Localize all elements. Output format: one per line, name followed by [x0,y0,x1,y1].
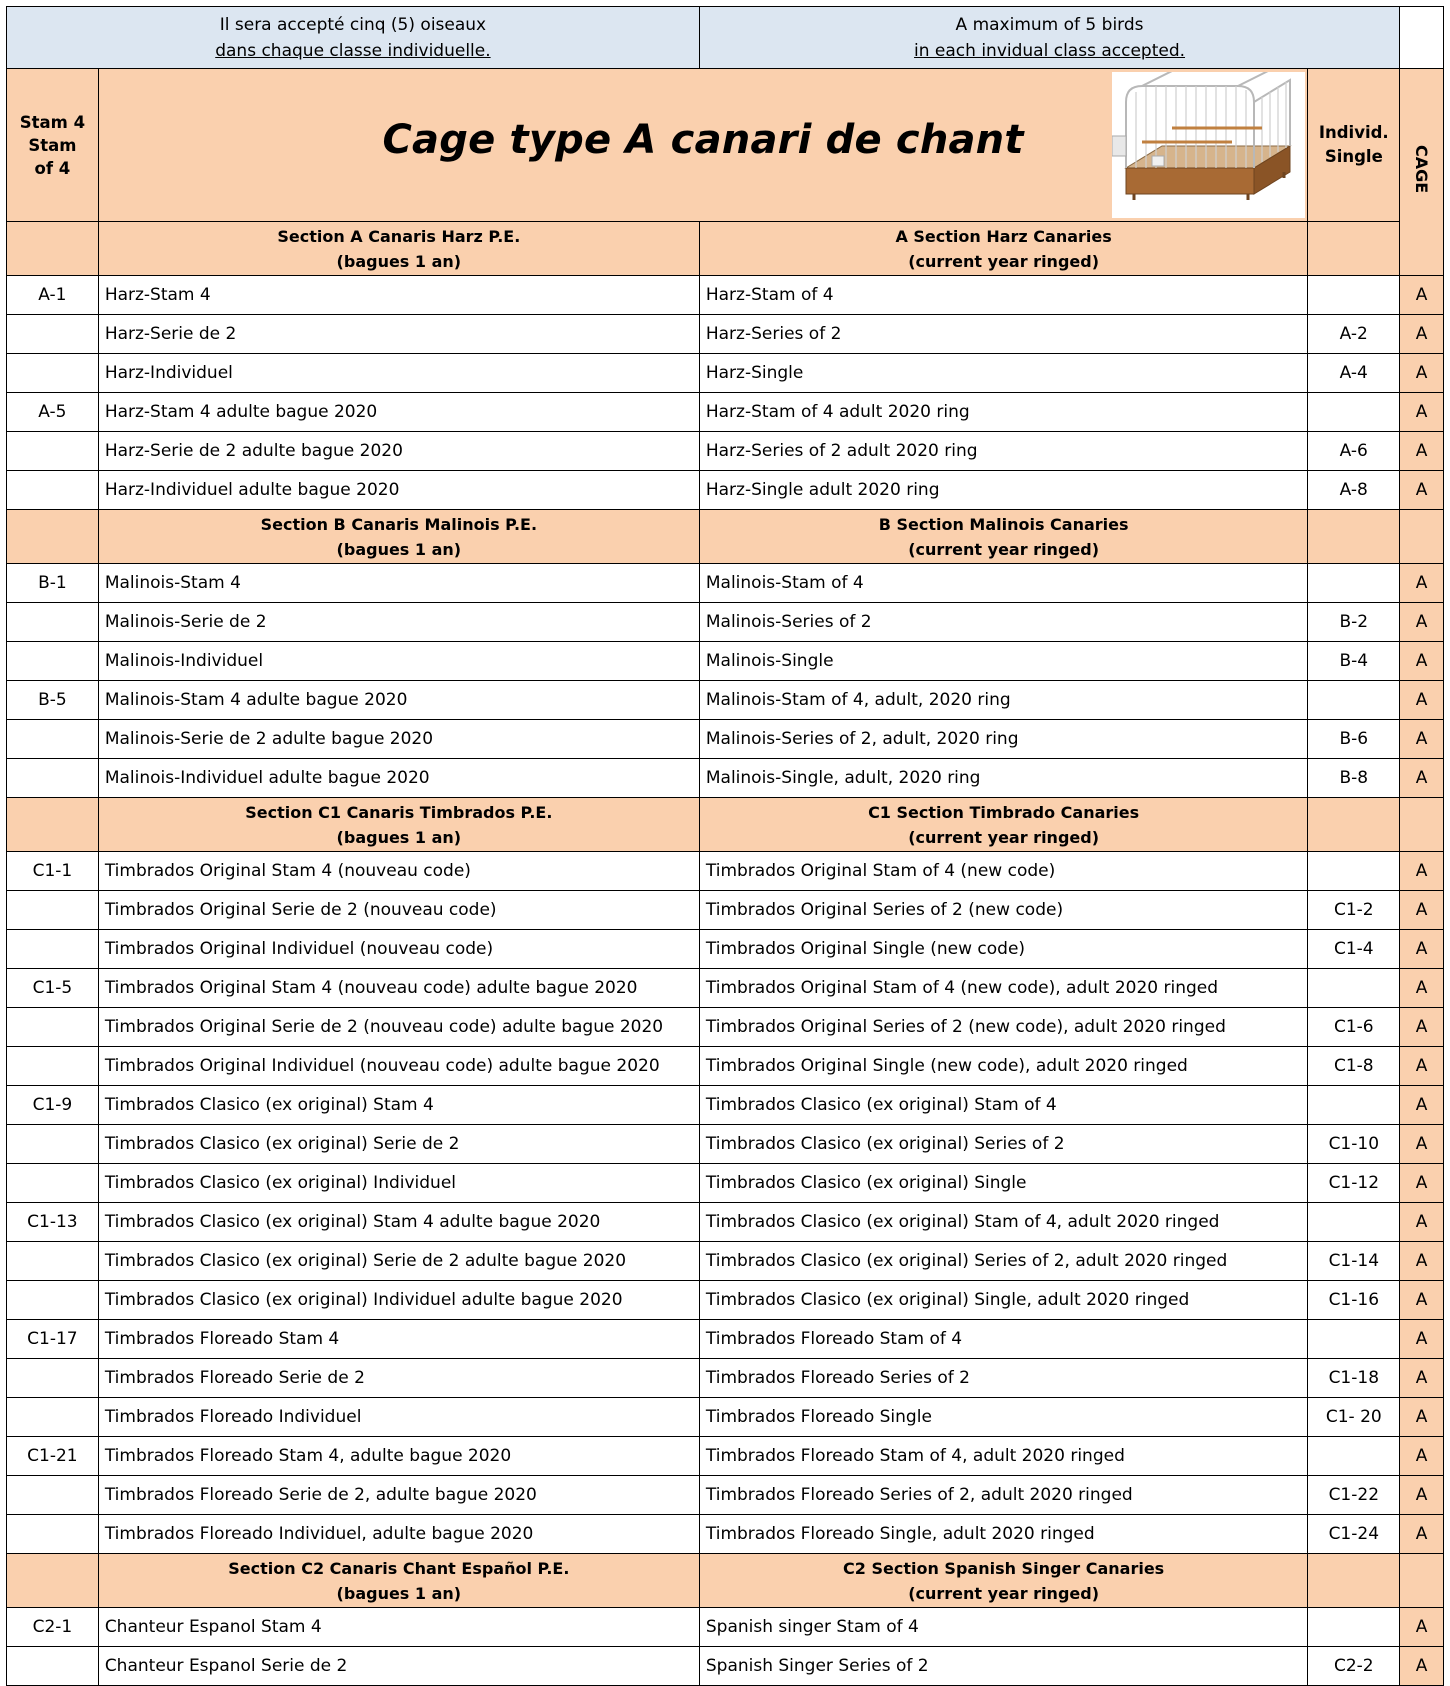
class-name-french: Timbrados Floreado Serie de 2 [98,1359,699,1398]
individ-header-line2: Single [1324,147,1383,166]
cage-header-label: CAGE [1412,145,1432,194]
class-name-english: Timbrados Floreado Single, adult 2020 ringed [699,1515,1308,1554]
single-code [1308,276,1400,315]
class-name-french: Timbrados Clasico (ex original) Individuel adulte bague 2020 [98,1281,699,1320]
stam-code [7,1164,99,1203]
class-name-french: Timbrados Original Stam 4 (nouveau code) [98,852,699,891]
class-name-english: Timbrados Clasico (ex original) Series of 2, adult 2020 ringed [699,1242,1308,1281]
single-code: C1-2 [1308,891,1400,930]
class-name-english: Timbrados Original Single (new code) [699,930,1308,969]
stam-code: C1-17 [7,1320,99,1359]
class-name-english: Timbrados Original Single (new code), adult 2020 ringed [699,1047,1308,1086]
header-row [7,7,1444,69]
class-name-english: Timbrados Floreado Stam of 4, adult 2020 ringed [699,1437,1308,1476]
section-title-french-line2: (bagues 1 an) [336,827,462,847]
section-title-french [98,798,699,852]
stam-code [7,354,99,393]
class-name-english: Malinois-Single [699,642,1308,681]
class-name-french: Timbrados Original Stam 4 (nouveau code) adulte bague 2020 [98,969,699,1008]
cage-type: A [1400,1086,1444,1125]
class-name-english: Harz-Single [699,354,1308,393]
section-single-cell [1308,1554,1400,1608]
stam-code [7,603,99,642]
class-name-french: Chanteur Espanol Serie de 2 [98,1647,699,1686]
title-row [7,69,1444,222]
section-single-cell [1308,510,1400,564]
class-name-english: Harz-Single adult 2020 ring [699,471,1308,510]
section-stam-cell [7,798,99,852]
class-name-english: Timbrados Clasico (ex original) Single [699,1164,1308,1203]
class-name-french: Timbrados Clasico (ex original) Individuel [98,1164,699,1203]
cage-type: A [1400,1242,1444,1281]
header-english-line1: A maximum of 5 birds [955,14,1144,35]
table-row [7,1515,1444,1554]
section-title-french [98,510,699,564]
section-stam-cell [7,222,99,276]
class-name-english: Timbrados Original Series of 2 (new code) [699,891,1308,930]
single-code: C1- 20 [1308,1398,1400,1437]
section-title-english-line1: A Section Harz Canaries [895,226,1112,246]
table-row [7,1203,1444,1242]
class-name-french: Harz-Stam 4 adulte bague 2020 [98,393,699,432]
class-name-french: Harz-Individuel [98,354,699,393]
stam-code [7,642,99,681]
stam-code [7,720,99,759]
stam-code [7,1515,99,1554]
cage-type: A [1400,891,1444,930]
section-title-english-line1: C2 Section Spanish Singer Canaries [843,1558,1165,1578]
cage-type: A [1400,1008,1444,1047]
section-title-french [98,222,699,276]
section-title-english [699,510,1308,564]
stam-column-header [7,69,99,222]
class-name-english: Timbrados Original Stam of 4 (new code), adult 2020 ringed [699,969,1308,1008]
table-row [7,930,1444,969]
single-code: C1-4 [1308,930,1400,969]
section-title-english [699,1554,1308,1608]
single-code: C1-12 [1308,1164,1400,1203]
section-single-cell [1308,222,1400,276]
stam-header-line3: of 4 [34,158,71,178]
section-title-english-line2: (current year ringed) [908,251,1100,271]
single-code [1308,1320,1400,1359]
class-name-english: Timbrados Original Series of 2 (new code), adult 2020 ringed [699,1008,1308,1047]
class-name-english: Timbrados Original Stam of 4 (new code) [699,852,1308,891]
single-code: B-2 [1308,603,1400,642]
cage-type: A [1400,1164,1444,1203]
single-code: C1-22 [1308,1476,1400,1515]
table-row [7,432,1444,471]
class-name-english: Harz-Stam of 4 [699,276,1308,315]
header-empty-cell [1400,7,1444,69]
stam-code [7,930,99,969]
stam-code [7,1476,99,1515]
stam-header-line1: Stam 4 [19,112,86,132]
class-name-french: Timbrados Original Serie de 2 (nouveau code) adulte bague 2020 [98,1008,699,1047]
class-name-french: Malinois-Stam 4 adulte bague 2020 [98,681,699,720]
header-french [7,7,700,69]
stam-code: C1-21 [7,1437,99,1476]
class-name-english: Malinois-Single, adult, 2020 ring [699,759,1308,798]
single-code [1308,852,1400,891]
section-title-french [98,1554,699,1608]
stam-code [7,891,99,930]
cage-type: A [1400,1281,1444,1320]
table-row [7,393,1444,432]
cage-type: A [1400,1047,1444,1086]
single-code: C1-10 [1308,1125,1400,1164]
stam-code [7,759,99,798]
class-name-english: Timbrados Clasico (ex original) Stam of 4 [699,1086,1308,1125]
class-name-french: Malinois-Serie de 2 adulte bague 2020 [98,720,699,759]
class-name-english: Malinois-Stam of 4 [699,564,1308,603]
class-table [6,6,1444,1686]
section-single-cell [1308,798,1400,852]
section-title-english-line2: (current year ringed) [908,539,1100,559]
table-row [7,891,1444,930]
class-name-french: Timbrados Clasico (ex original) Stam 4 adulte bague 2020 [98,1203,699,1242]
section-title-french-line2: (bagues 1 an) [336,539,462,559]
section-title-french-line2: (bagues 1 an) [336,251,462,271]
section-cage-cell [1400,798,1444,852]
class-name-french: Timbrados Original Individuel (nouveau code) [98,930,699,969]
class-name-french: Harz-Serie de 2 adulte bague 2020 [98,432,699,471]
table-row [7,1164,1444,1203]
cage-type: A [1400,276,1444,315]
stam-code [7,1008,99,1047]
table-row [7,1437,1444,1476]
class-name-english: Harz-Stam of 4 adult 2020 ring [699,393,1308,432]
section-title-english [699,798,1308,852]
header-english-line2: in each invidual class accepted. [914,40,1186,61]
single-code: B-8 [1308,759,1400,798]
cage-type: A [1400,930,1444,969]
single-code [1308,1203,1400,1242]
stam-header-line2: Stam [28,135,77,155]
section-title-french-line1: Section C1 Canaris Timbrados P.E. [245,802,553,822]
table-row [7,315,1444,354]
class-name-french: Timbrados Floreado Individuel [98,1398,699,1437]
class-name-english: Harz-Series of 2 adult 2020 ring [699,432,1308,471]
title-cell [98,69,1308,222]
stam-code: C1-1 [7,852,99,891]
class-name-french: Malinois-Serie de 2 [98,603,699,642]
section-title-english-line2: (current year ringed) [908,1583,1100,1603]
table-row [7,720,1444,759]
stam-code [7,432,99,471]
table-row [7,276,1444,315]
section-title-french-line1: Section A Canaris Harz P.E. [277,226,521,246]
cage-type: A [1400,720,1444,759]
class-name-english: Malinois-Series of 2 [699,603,1308,642]
single-code [1308,1437,1400,1476]
class-name-english: Timbrados Clasico (ex original) Single, adult 2020 ringed [699,1281,1308,1320]
cage-type: A [1400,1125,1444,1164]
single-code [1308,681,1400,720]
table-row [7,1608,1444,1647]
single-code: B-6 [1308,720,1400,759]
cage-type: A [1400,681,1444,720]
single-code: A-2 [1308,315,1400,354]
cage-type: A [1400,393,1444,432]
class-name-french: Timbrados Clasico (ex original) Stam 4 [98,1086,699,1125]
header-french-line2: dans chaque classe individuelle. [215,40,491,61]
cage-type: A [1400,354,1444,393]
table-row [7,852,1444,891]
class-name-french: Timbrados Clasico (ex original) Serie de 2 adulte bague 2020 [98,1242,699,1281]
single-code: C1-16 [1308,1281,1400,1320]
single-code: A-6 [1308,432,1400,471]
table-row [7,1320,1444,1359]
table-row [7,1476,1444,1515]
stam-code [7,1359,99,1398]
cage-type: A [1400,1476,1444,1515]
cage-type: A [1400,471,1444,510]
class-name-french: Malinois-Stam 4 [98,564,699,603]
single-code: A-4 [1308,354,1400,393]
class-name-english: Timbrados Floreado Stam of 4 [699,1320,1308,1359]
cage-type: A [1400,852,1444,891]
single-code: C2-2 [1308,1647,1400,1686]
class-name-french: Timbrados Clasico (ex original) Serie de 2 [98,1125,699,1164]
table-row [7,1398,1444,1437]
class-name-french: Timbrados Floreado Serie de 2, adulte bague 2020 [98,1476,699,1515]
section-title-french-line1: Section C2 Canaris Chant Español P.E. [228,1558,570,1578]
class-name-english: Spanish singer Stam of 4 [699,1608,1308,1647]
class-name-english: Harz-Series of 2 [699,315,1308,354]
stam-code: A-1 [7,276,99,315]
stam-code: C1-5 [7,969,99,1008]
stam-code: A-5 [7,393,99,432]
table-row [7,969,1444,1008]
header-french-line1: Il sera accepté cinq (5) oiseaux [219,14,487,35]
class-name-english: Timbrados Floreado Series of 2, adult 2020 ringed [699,1476,1308,1515]
bird-cage-icon [1112,72,1305,218]
single-code: C1-18 [1308,1359,1400,1398]
class-name-french: Harz-Serie de 2 [98,315,699,354]
table-row [7,1008,1444,1047]
stam-code [7,1125,99,1164]
table-row [7,1086,1444,1125]
section-header-row [7,222,1444,276]
section-stam-cell [7,510,99,564]
cage-type: A [1400,1608,1444,1647]
stam-code: B-5 [7,681,99,720]
table-row [7,471,1444,510]
class-name-french: Harz-Stam 4 [98,276,699,315]
single-code: C1-14 [1308,1242,1400,1281]
class-name-english: Malinois-Series of 2, adult, 2020 ring [699,720,1308,759]
section-stam-cell [7,1554,99,1608]
cage-type: A [1400,1320,1444,1359]
class-name-french: Timbrados Floreado Individuel, adulte bague 2020 [98,1515,699,1554]
stam-code: C1-9 [7,1086,99,1125]
table-row [7,759,1444,798]
class-name-french: Timbrados Floreado Stam 4, adulte bague 2020 [98,1437,699,1476]
single-code: C1-24 [1308,1515,1400,1554]
cage-type: A [1400,1647,1444,1686]
section-title-english-line1: C1 Section Timbrado Canaries [868,802,1140,822]
table-row [7,1125,1444,1164]
table-row [7,642,1444,681]
single-code: C1-6 [1308,1008,1400,1047]
section-title-french-line1: Section B Canaris Malinois P.E. [260,514,538,534]
cage-type: A [1400,432,1444,471]
class-name-english: Malinois-Stam of 4, adult, 2020 ring [699,681,1308,720]
table-row [7,1047,1444,1086]
class-name-english: Timbrados Floreado Single [699,1398,1308,1437]
class-name-french: Chanteur Espanol Stam 4 [98,1608,699,1647]
section-header-row [7,510,1444,564]
cage-type: A [1400,969,1444,1008]
cage-type: A [1400,1515,1444,1554]
stam-code [7,471,99,510]
single-code [1308,1086,1400,1125]
section-cage-cell [1400,510,1444,564]
section-header-row [7,798,1444,852]
stam-code [7,1047,99,1086]
cage-type: A [1400,759,1444,798]
class-name-french: Timbrados Original Serie de 2 (nouveau code) [98,891,699,930]
single-code [1308,1608,1400,1647]
stam-code: C1-13 [7,1203,99,1242]
class-name-english: Spanish Singer Series of 2 [699,1647,1308,1686]
class-name-english: Timbrados Clasico (ex original) Stam of 4, adult 2020 ringed [699,1203,1308,1242]
stam-code [7,315,99,354]
cage-type: A [1400,1437,1444,1476]
stam-code [7,1398,99,1437]
table-row [7,1281,1444,1320]
table-row [7,354,1444,393]
stam-code [7,1242,99,1281]
stam-code: B-1 [7,564,99,603]
stam-code: C2-1 [7,1608,99,1647]
section-title-english-line2: (current year ringed) [908,827,1100,847]
stam-code [7,1281,99,1320]
section-title-english-line1: B Section Malinois Canaries [878,514,1129,534]
individ-column-header [1308,69,1400,222]
cage-type: A [1400,315,1444,354]
single-code: C1-8 [1308,1047,1400,1086]
section-title-french-line2: (bagues 1 an) [336,1583,462,1603]
table-row [7,564,1444,603]
cage-type: A [1400,1203,1444,1242]
single-code [1308,564,1400,603]
single-code [1308,969,1400,1008]
single-code: B-4 [1308,642,1400,681]
cage-type: A [1400,1398,1444,1437]
cage-type: A [1400,642,1444,681]
page-title: Cage type A canari de chant [382,117,1024,163]
class-name-french: Harz-Individuel adulte bague 2020 [98,471,699,510]
class-name-french: Malinois-Individuel adulte bague 2020 [98,759,699,798]
cage-type: A [1400,564,1444,603]
cage-type: A [1400,1359,1444,1398]
individ-header-line1: Individ. [1318,123,1389,142]
class-name-french: Malinois-Individuel [98,642,699,681]
single-code: A-8 [1308,471,1400,510]
table-row [7,603,1444,642]
cage-column-header [1400,69,1444,276]
single-code [1308,393,1400,432]
section-cage-cell [1400,1554,1444,1608]
class-name-english: Timbrados Floreado Series of 2 [699,1359,1308,1398]
table-row [7,681,1444,720]
class-name-french: Timbrados Original Individuel (nouveau code) adulte bague 2020 [98,1047,699,1086]
section-title-english [699,222,1308,276]
table-row [7,1359,1444,1398]
cage-type: A [1400,603,1444,642]
table-row [7,1242,1444,1281]
header-english [699,7,1399,69]
class-name-english: Timbrados Clasico (ex original) Series of 2 [699,1125,1308,1164]
class-name-french: Timbrados Floreado Stam 4 [98,1320,699,1359]
section-header-row [7,1554,1444,1608]
